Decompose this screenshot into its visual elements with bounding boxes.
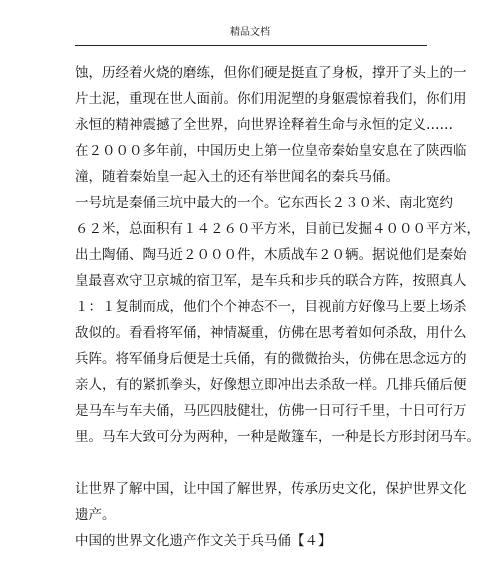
text-line: 让世界了解中国，让中国了解世界，传承历史文化，保护世界文化 xyxy=(75,481,467,497)
text-line: 在２０００多年前，中国历史上第一位皇帝秦始皇安息在了陕西临 xyxy=(75,143,467,159)
text-line: 敌似的。看看将军俑，神情凝重，仿佛在思考着如何杀敌，用什么 xyxy=(75,325,467,341)
text-line: 兵阵。将军俑身后便是士兵俑，有的微微抬头，仿佛在思念远方的 xyxy=(75,351,467,367)
text-line: 亲人，有的紧抓拳头，好像想立即冲出去杀敌一样。几排兵俑后便 xyxy=(75,377,467,393)
text-line: 中国的世界文化遗产作文关于兵马俑【４】 xyxy=(75,533,332,549)
paragraph-gap xyxy=(75,450,430,476)
text-line: 潼，随着秦始皇一起入土的还有举世闻名的秦兵马俑。 xyxy=(75,169,399,185)
header-divider xyxy=(75,45,427,46)
text-line: 永恒的精神震撼了全世界，向世界诠释着生命与永恒的定义…… xyxy=(75,117,453,133)
text-line: 出土陶俑、陶马近２０００件，木质战车２０辆。据说他们是秦始 xyxy=(75,247,467,263)
text-line: 是马车与车夫俑，马匹四肢健壮，仿佛一日可行千里，十日可行万 xyxy=(75,403,467,419)
text-line: １：１复制而成，他们个个神态不一，目视前方好像马上要上场杀 xyxy=(75,299,467,315)
text-line: 片土泥，重现在世人面前。你们用泥塑的身躯震惊着我们，你们用 xyxy=(75,91,467,107)
text-line: 皇最喜欢守卫京城的宿卫军，是车兵和步兵的联合方阵，按照真人 xyxy=(75,273,467,289)
header-title: 精品文档 xyxy=(230,27,270,38)
text-line: 遗产。 xyxy=(75,507,116,523)
document-body xyxy=(75,60,480,554)
text-line: 一号坑是秦俑三坑中最大的一个。它东西长２３０米、南北宽约 xyxy=(75,195,453,211)
page-header xyxy=(0,0,500,46)
text-line: ６２米，总面积有１４２６０平方米，目前已发掘４０００平方米， xyxy=(75,221,480,237)
text-line: 里。马车大致可分为两种，一种是敞篷车，一种是长方形封闭马车。 xyxy=(75,429,480,445)
text-line: 蚀，历经着火烧的磨练，但你们硬是挺直了身板，撑开了头上的一 xyxy=(75,65,467,81)
